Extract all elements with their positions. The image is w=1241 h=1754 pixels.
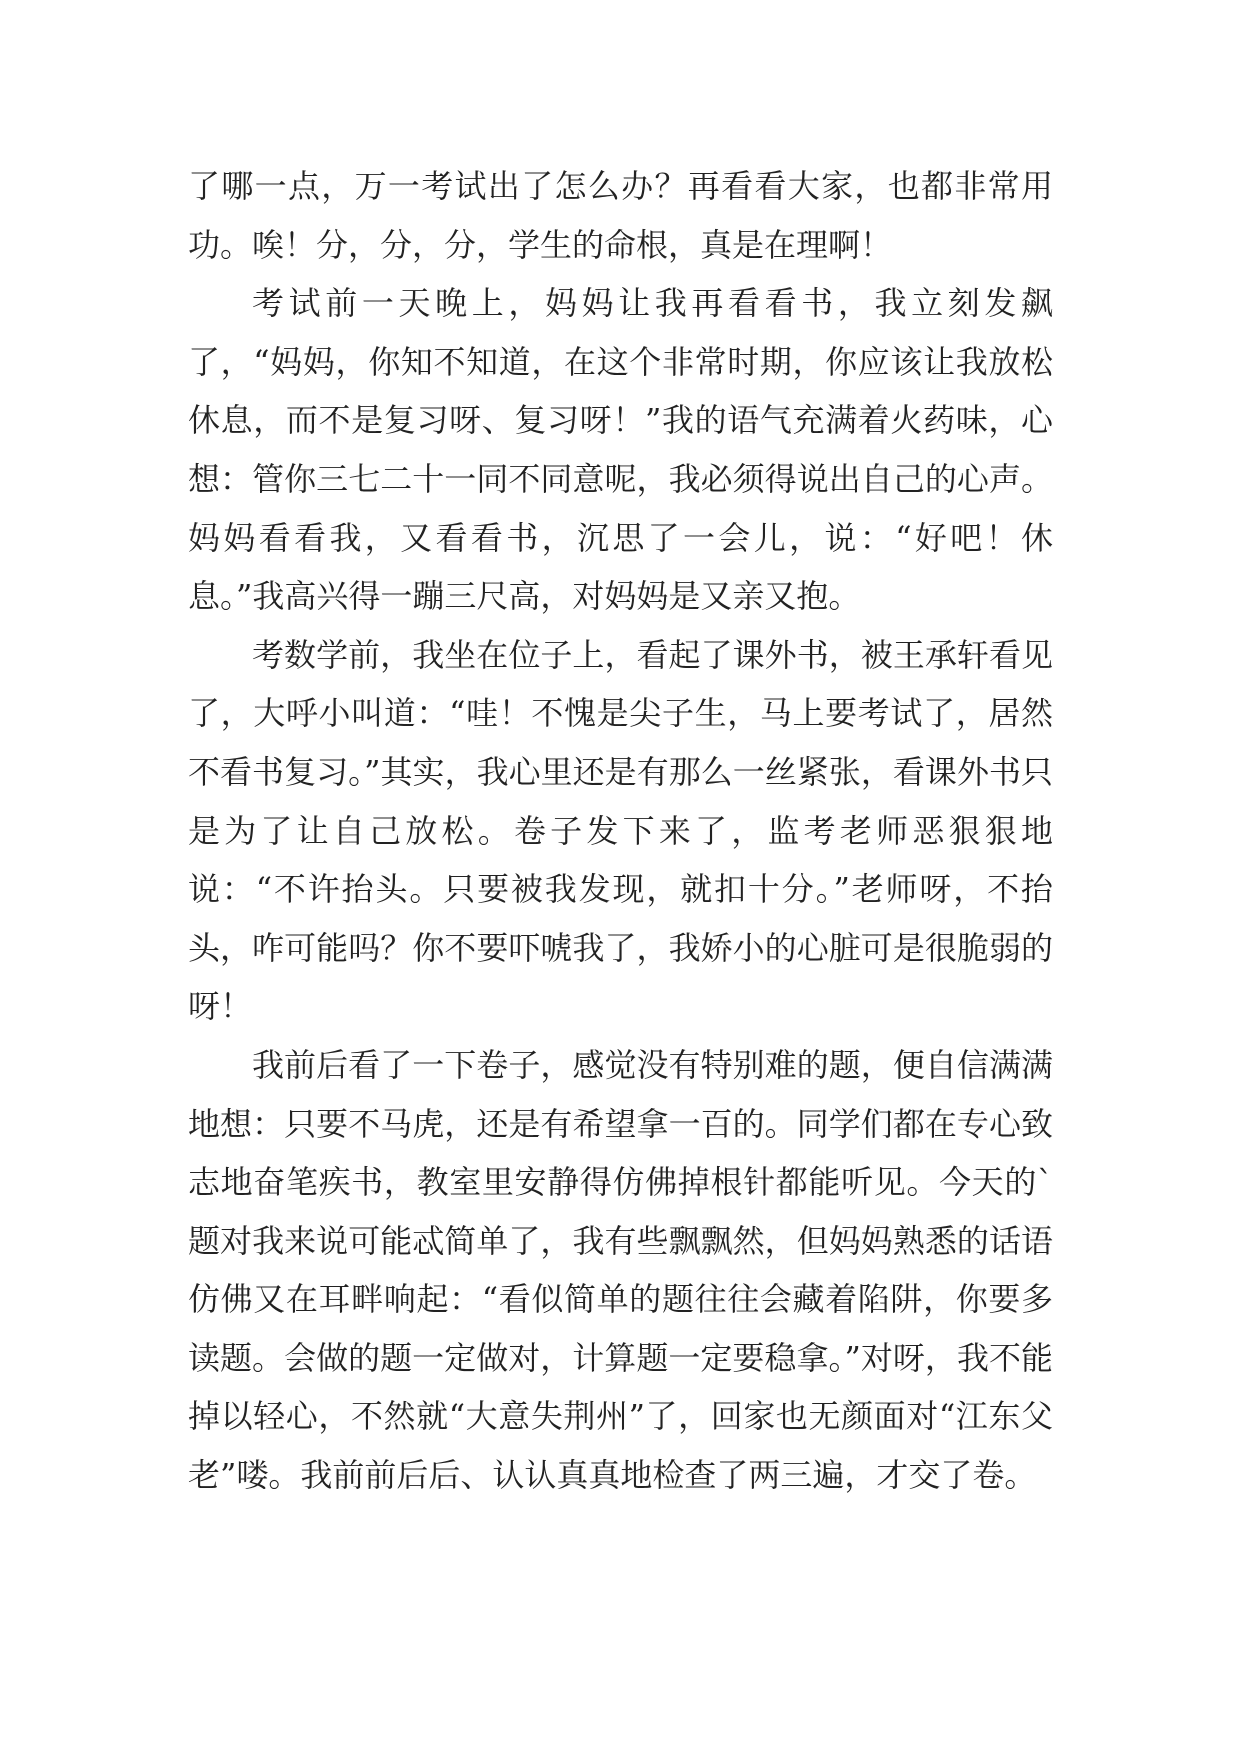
paragraph-2: 考试前一天晚上，妈妈让我再看看书，我立刻发飙了，“妈妈，你知不知道，在这个非常时期，你应该让我放松休息，而不是复习呀、复习呀！”我的语气充满着火药味，心想：管你三七二十一同不同意呢，我必须得说出自己的心声。妈妈看看我，又看看书，沉思了一会儿，说：“好吧！休息。”我高兴得一蹦三尺高，对妈妈是又亲又抱。 [188, 284, 1053, 616]
body-text [188, 157, 1053, 1505]
paragraph-1: 了哪一点，万一考试出了怎么办？再看看大家，也都非常用功。唉！分，分，分，学生的命根，真是在理啊！ [188, 167, 1053, 264]
paragraph-4: 我前后看了一下卷子，感觉没有特别难的题，便自信满满地想：只要不马虎，还是有希望拿一百的。同学们都在专心致志地奋笔疾书，教室里安静得仿佛掉根针都能听见。今天的`题对我来说可能忒简单了，我有些飘飘然，但妈妈熟悉的话语仿佛又在耳畔响起：“看似简单的题往往会藏着陷阱，你要多读题。会做的题一定做对，计算题一定要稳拿。”对呀，我不能掉以轻心，不然就“大意失荆州”了，回家也无颜面对“江东父老”喽。我前前后后、认认真真地检查了两三遍，才交了卷。 [188, 1045, 1053, 1495]
paragraph-3: 考数学前，我坐在位子上，看起了课外书，被王承轩看见了，大呼小叫道：“哇！不愧是尖子生，马上要考试了，居然不看书复习。”其实，我心里还是有那么一丝紧张，看课外书只是为了让自己放松。卷子发下来了，监考老师恶狠狠地说：“不许抬头。只要被我发现，就扣十分。”老师呀，不抬头，咋可能吗？你不要吓唬我了，我娇小的心脏可是很脆弱的呀！ [188, 635, 1053, 1026]
